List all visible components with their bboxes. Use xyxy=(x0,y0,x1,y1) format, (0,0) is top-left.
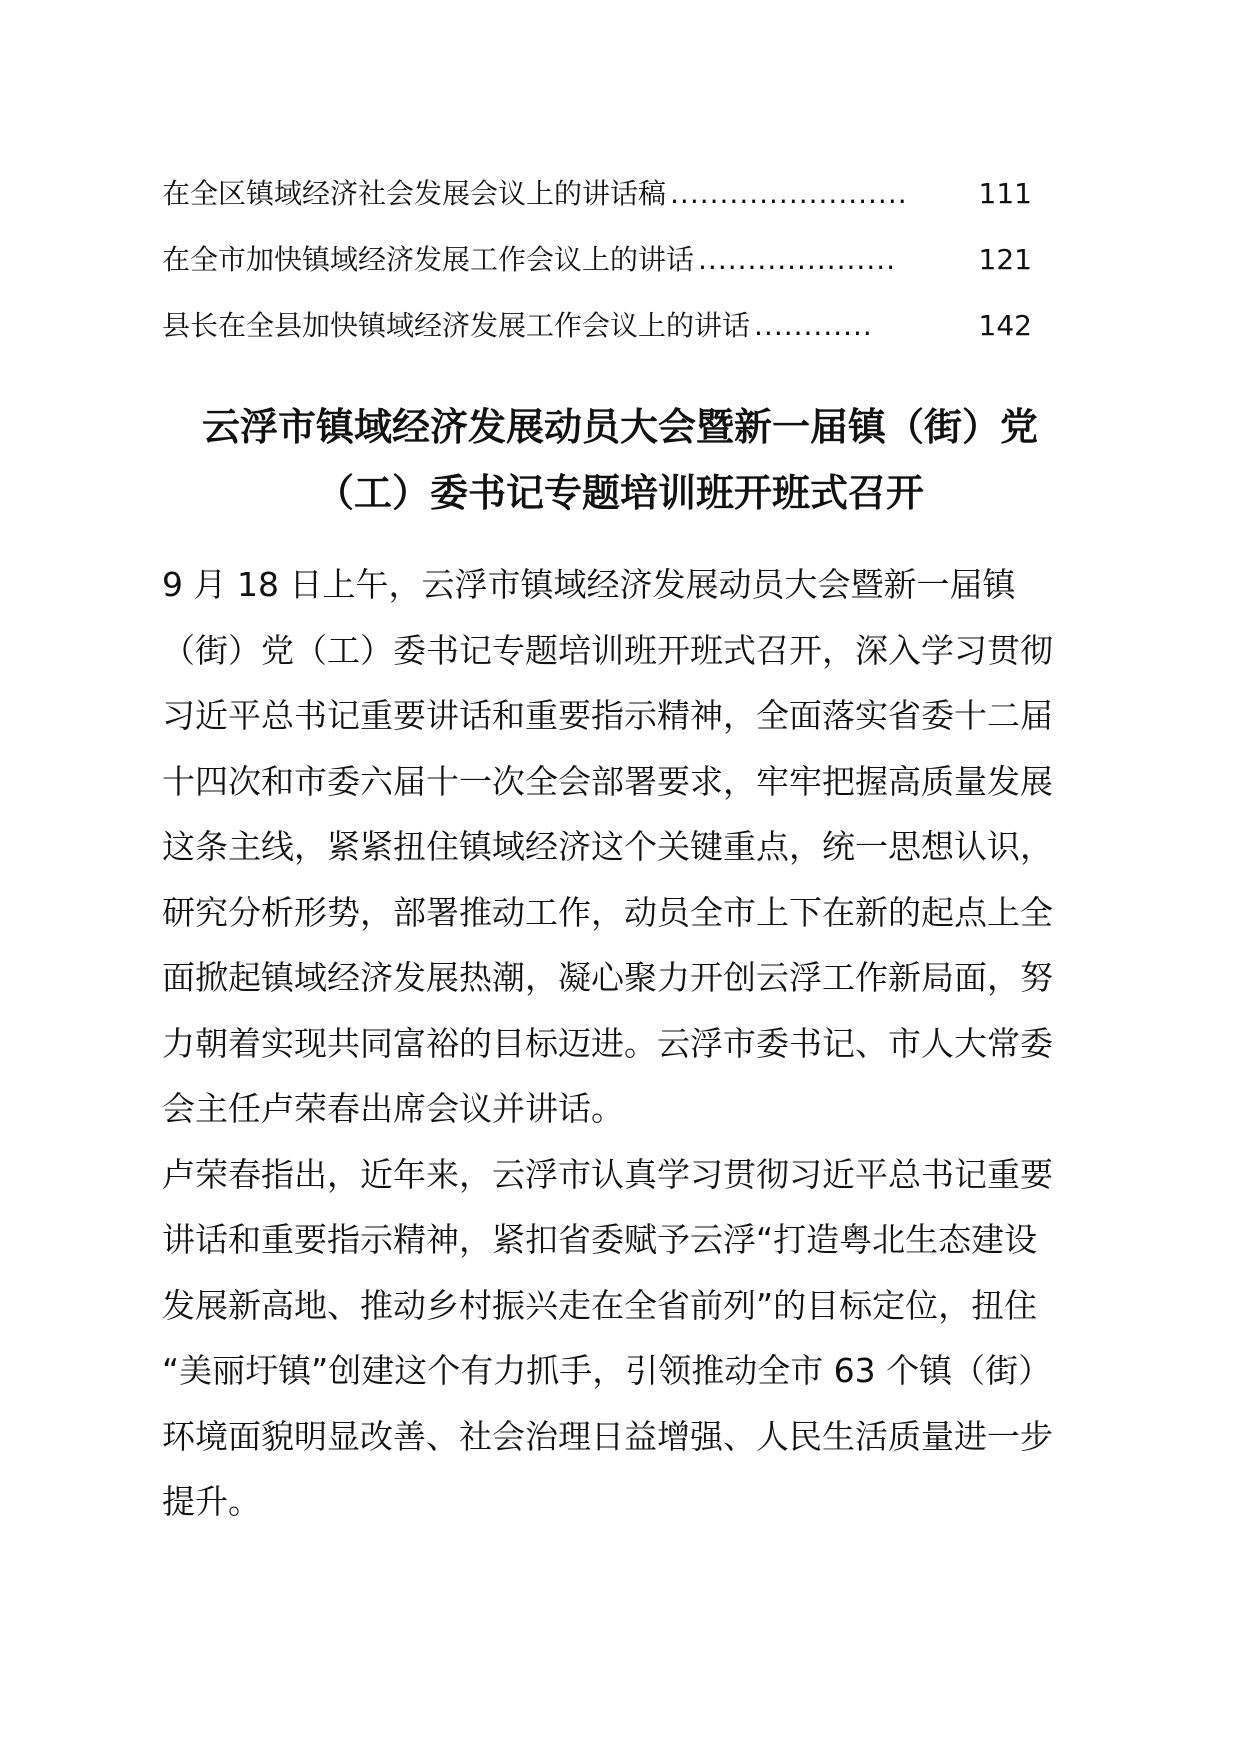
text-line: “美丽圩镇”创建这个有力抓手，引领推动全市 63 个镇（街） xyxy=(162,1351,1052,1390)
table-of-contents xyxy=(162,172,1032,370)
headline-line-1: 云浮市镇域经济发展动员大会暨新一届镇（街）党 xyxy=(201,405,1038,449)
text-line: 讲话和重要指示精神，紧扣省委赋予云浮“打造粤北生态建设 xyxy=(162,1220,1038,1259)
text-line: 面掀起镇域经济发展热潮，凝心聚力开创云浮工作新局面，努 xyxy=(162,958,1053,997)
text-line: 卢荣春指出，近年来，云浮市认真学习贯彻习近平总书记重要 xyxy=(162,1154,1053,1194)
paragraph-2 xyxy=(162,1142,1082,1535)
text-line: 发展新高地、推动乡村振兴走在全省前列”的目标定位，扭住 xyxy=(162,1285,1038,1325)
text-line: 会主任卢荣春出席会议并讲话。 xyxy=(162,1089,624,1128)
headline-line-2: （工）委书记专题培训班开班式召开 xyxy=(315,471,924,515)
toc-entry-page-number: 111 xyxy=(978,177,1032,210)
article-headline xyxy=(130,394,1110,526)
toc-entry-page-number: 142 xyxy=(978,309,1032,342)
toc-entry[interactable] xyxy=(162,304,1032,370)
toc-entry-leader: ............ xyxy=(754,309,873,342)
toc-entry-title: 在全区镇域经济社会发展会议上的讲话稿 xyxy=(162,177,667,210)
text-line: 提升。 xyxy=(162,1482,261,1521)
article-body xyxy=(162,552,1082,1535)
text-line: 9 月 18 日上午，云浮市镇域经济发展动员大会暨新一届镇 xyxy=(162,565,1016,604)
text-line: 力朝着实现共同富裕的目标迈进。云浮市委书记、市人大常委 xyxy=(162,1023,1053,1063)
toc-entry[interactable] xyxy=(162,238,1032,304)
text-line: 习近平总书记重要讲话和重要指示精神，全面落实省委十二届 xyxy=(162,696,1053,735)
paragraph-1 xyxy=(162,552,1082,1142)
text-line: 环境面貌明显改善、社会治理日益增强、人民生活质量进一步 xyxy=(162,1416,1053,1456)
toc-entry-page-number: 121 xyxy=(978,243,1032,276)
toc-entry-title: 县长在全县加快镇域经济发展工作会议上的讲话 xyxy=(162,309,751,342)
toc-entry-leader: ........................ xyxy=(670,177,908,210)
text-line: （街）党（工）委书记专题培训班开班式召开，深入学习贯彻 xyxy=(162,630,1053,670)
toc-entry[interactable] xyxy=(162,172,1032,238)
toc-entry-leader: .................... xyxy=(698,243,897,276)
text-line: 十四次和市委六届十一次全会部署要求，牢牢把握高质量发展 xyxy=(162,761,1053,801)
toc-entry-title: 在全市加快镇域经济发展工作会议上的讲话 xyxy=(162,243,695,276)
text-line: 这条主线，紧紧扭住镇域经济这个关键重点，统一思想认识， xyxy=(162,827,1053,866)
text-line: 研究分析形势，部署推动工作，动员全市上下在新的起点上全 xyxy=(162,892,1053,932)
